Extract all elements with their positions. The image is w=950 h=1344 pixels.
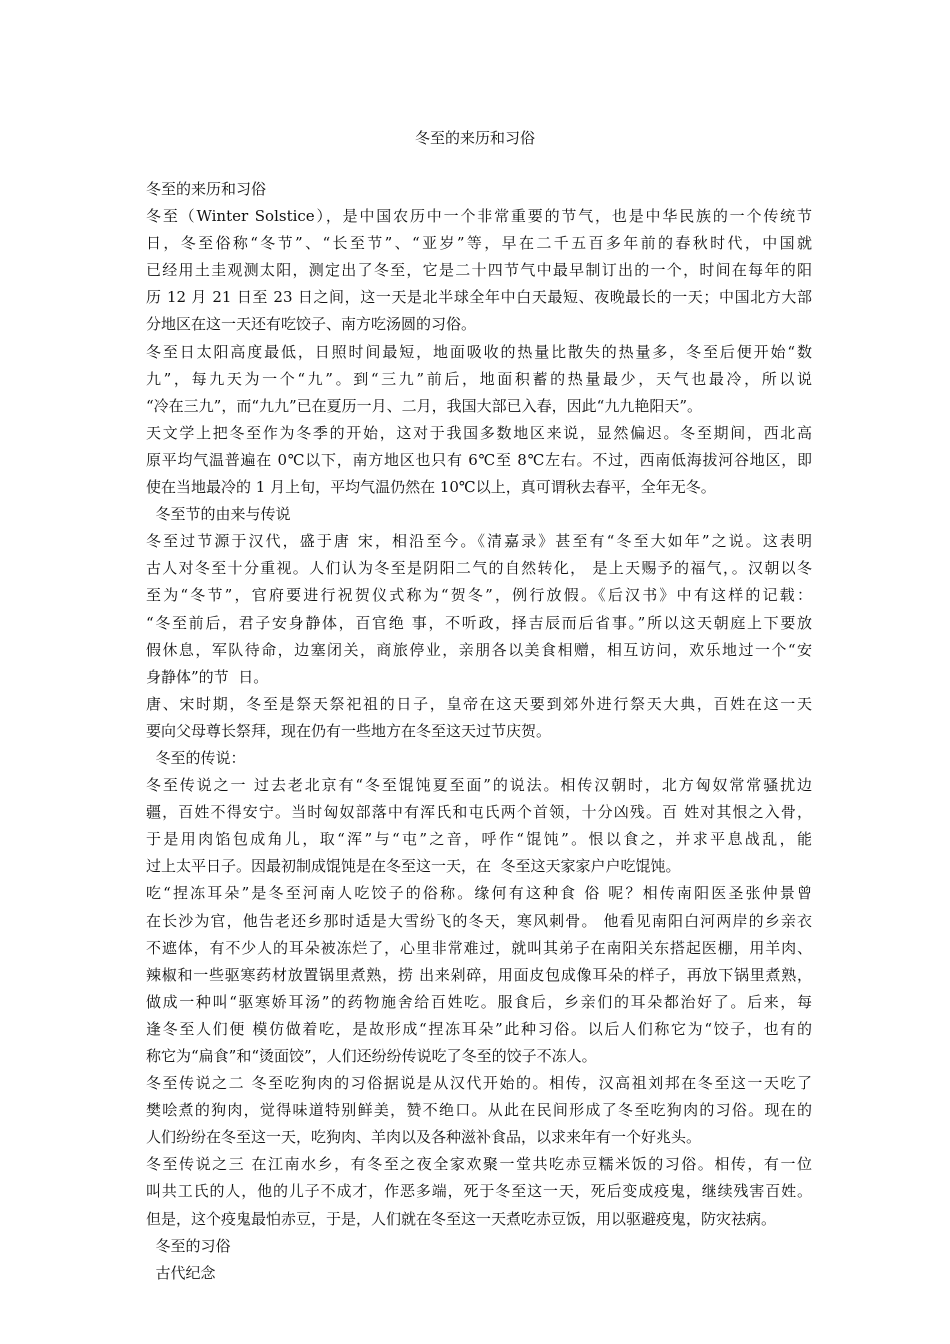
text-line: 古人对冬至十分重视。人们认为冬至是阴阳二气的自然转化， 是上天赐予的福气，。汉朝以冬 — [146, 559, 812, 578]
text-line: “冷在三九”，而“九九”已在夏历一月、二月，我国大部已入春，因此“九九艳阳天”。 — [146, 396, 703, 415]
text-line: 日，冬至俗称“冬节”、“长至节”、“亚岁”等，早在二千五百多年前的春秋时代，中国就 — [146, 234, 812, 253]
text-line: 疆，百姓不得安宁。当时匈奴部落中有浑氏和屯氏两个首领，十分凶残。百 姓对其恨之入骨， — [146, 803, 812, 822]
text-line: 原平均气温普遍在 0℃以下，南方地区也只有 6℃至 8℃左右。不过，西南低海拔河谷地区，即 — [146, 450, 812, 469]
text-line: 冬至的习俗 — [146, 1236, 231, 1255]
text-line: 冬至的来历和习俗 — [146, 180, 267, 198]
text-line: 冬至传说之二 冬至吃狗肉的习俗据说是从汉代开始的。相传，汉高祖刘邦在冬至这一天吃了 — [146, 1074, 812, 1093]
text-line: 逢冬至人们便 模仿做着吃，是故形成“捏冻耳朵”此种习俗。以后人们称它为“饺子，也有的 — [146, 1019, 812, 1038]
text-line: 冬至的传说： — [146, 748, 246, 767]
text-line: 冬至（Winter Solstice），是中国农历中一个非常重要的节气，也是中华民族的一个传统节 — [146, 207, 812, 226]
text-line: 冬至日太阳高度最低，日照时间最短，地面吸收的热量比散失的热量多，冬至后便开始“数 — [146, 342, 812, 361]
text-line: 古代纪念 — [146, 1263, 216, 1282]
text-line: “冬至前后，君子安身静体，百官绝 事，不听政，择吉辰而后省事。”所以这天朝庭上下要放 — [146, 613, 812, 632]
text-line: 已经用土圭观测太阳，测定出了冬至，它是二十四节气中最早制订出的一个，时间在每年的阳 — [146, 261, 812, 280]
text-line: 冬至传说之一 过去老北京有“冬至馄饨夏至面”的说法。相传汉朝时，北方匈奴常常骚扰边 — [146, 776, 812, 795]
text-line: 吃“捏冻耳朵”是冬至河南人吃饺子的俗称。缘何有这种食 俗 呢？相传南阳医圣张仲景曾 — [146, 884, 812, 903]
text-line: 叫共工氏的人，他的儿子不成才，作恶多端，死于冬至这一天，死后变成疫鬼，继续残害百姓。 — [146, 1182, 812, 1201]
text-line: 唐、宋时期，冬至是祭天祭祀祖的日子，皇帝在这天要到郊外进行祭天大典，百姓在这一天 — [146, 694, 812, 713]
text-line: 九”，每九天为一个“九”。到“三九”前后，地面积蓄的热量最少，天气也最冷，所以说 — [146, 369, 812, 388]
text-line: 身静体”的节 日。 — [146, 667, 269, 686]
text-line: 冬至节的由来与传说 — [146, 505, 291, 524]
text-line: 樊哙煮的狗肉，觉得味道特别鲜美，赞不绝口。从此在民间形成了冬至吃狗肉的习俗。现在的 — [146, 1101, 812, 1120]
text-line: 假休息，军队待命，边塞闭关，商旅停业，亲朋各以美食相赠，相互访问，欢乐地过一个“安 — [146, 640, 812, 659]
text-line: 分地区在这一天还有吃饺子、南方吃汤圆的习俗。 — [146, 315, 477, 334]
text-line: 冬至过节源于汉代，盛于唐 宋，相沿至今。《清嘉录》甚至有“冬至大如年”之说。这表明 — [146, 532, 812, 551]
text-line: 使在当地最冷的 1 月上旬，平均气温仍然在 10℃以上，真可谓秋去春平，全年无冬。 — [146, 478, 716, 497]
text-line: 做成一种叫“驱寒娇耳汤”的药物施舍给百姓吃。服食后，乡亲们的耳朵都治好了。后来，每 — [146, 992, 812, 1011]
text-line: 人们纷纷在冬至这一天，吃狗肉、羊肉以及各种滋补食品，以求来年有一个好兆头。 — [146, 1128, 702, 1147]
text-line: 要向父母尊长祭拜，现在仍有一些地方在冬至这天过节庆贺。 — [146, 721, 552, 740]
text-line: 辣椒和一些驱寒药材放置锅里煮熟，捞 出来剁碎，用面皮包成像耳朵的样子，再放下锅里煮熟， — [146, 965, 812, 984]
text-line: 于是用肉馅包成角儿，取“浑”与“屯”之音，呼作“馄饨”。恨以食之，并求平息战乱，能 — [146, 830, 812, 849]
text-line: 不遮体，有不少人的耳朵被冻烂了，心里非常难过，就叫其弟子在南阳关东搭起医棚，用羊肉、 — [146, 938, 812, 957]
text-line: 至为“冬节”，官府要进行祝贺仪式称为“贺冬”，例行放假。《后汉书》中有这样的记载： — [146, 586, 812, 605]
document-title: 冬至的来历和习俗 — [414, 129, 535, 147]
text-line: 但是，这个疫鬼最怕赤豆，于是，人们就在冬至这一天煮吃赤豆饭，用以驱避疫鬼，防灾祛病。 — [146, 1209, 777, 1228]
text-line: 天文学上把冬至作为冬季的开始，这对于我国多数地区来说，显然偏迟。冬至期间，西北高 — [146, 423, 812, 442]
text-line: 历 12 月 21 日至 23 日之间，这一天是北半球全年中白天最短、夜晚最长的一天；中国北方大部 — [146, 288, 812, 307]
document-body — [146, 176, 812, 1287]
text-line: 过上太平日子。因最初制成馄饨是在冬至这一天，在 冬至这天家家户户吃馄饨。 — [146, 857, 681, 876]
text-line: 在长沙为官，他告老还乡那时适是大雪纷飞的冬天，寒风刺骨。 他看见南阳白河两岸的乡亲衣 — [146, 911, 812, 930]
text-line: 冬至传说之三 在江南水乡，有冬至之夜全家欢聚一堂共吃赤豆糯米饭的习俗。相传，有一位 — [146, 1155, 812, 1174]
text-line: 称它为“扁食”和“烫面饺”，人们还纷纷传说吃了冬至的饺子不冻人。 — [146, 1047, 597, 1065]
